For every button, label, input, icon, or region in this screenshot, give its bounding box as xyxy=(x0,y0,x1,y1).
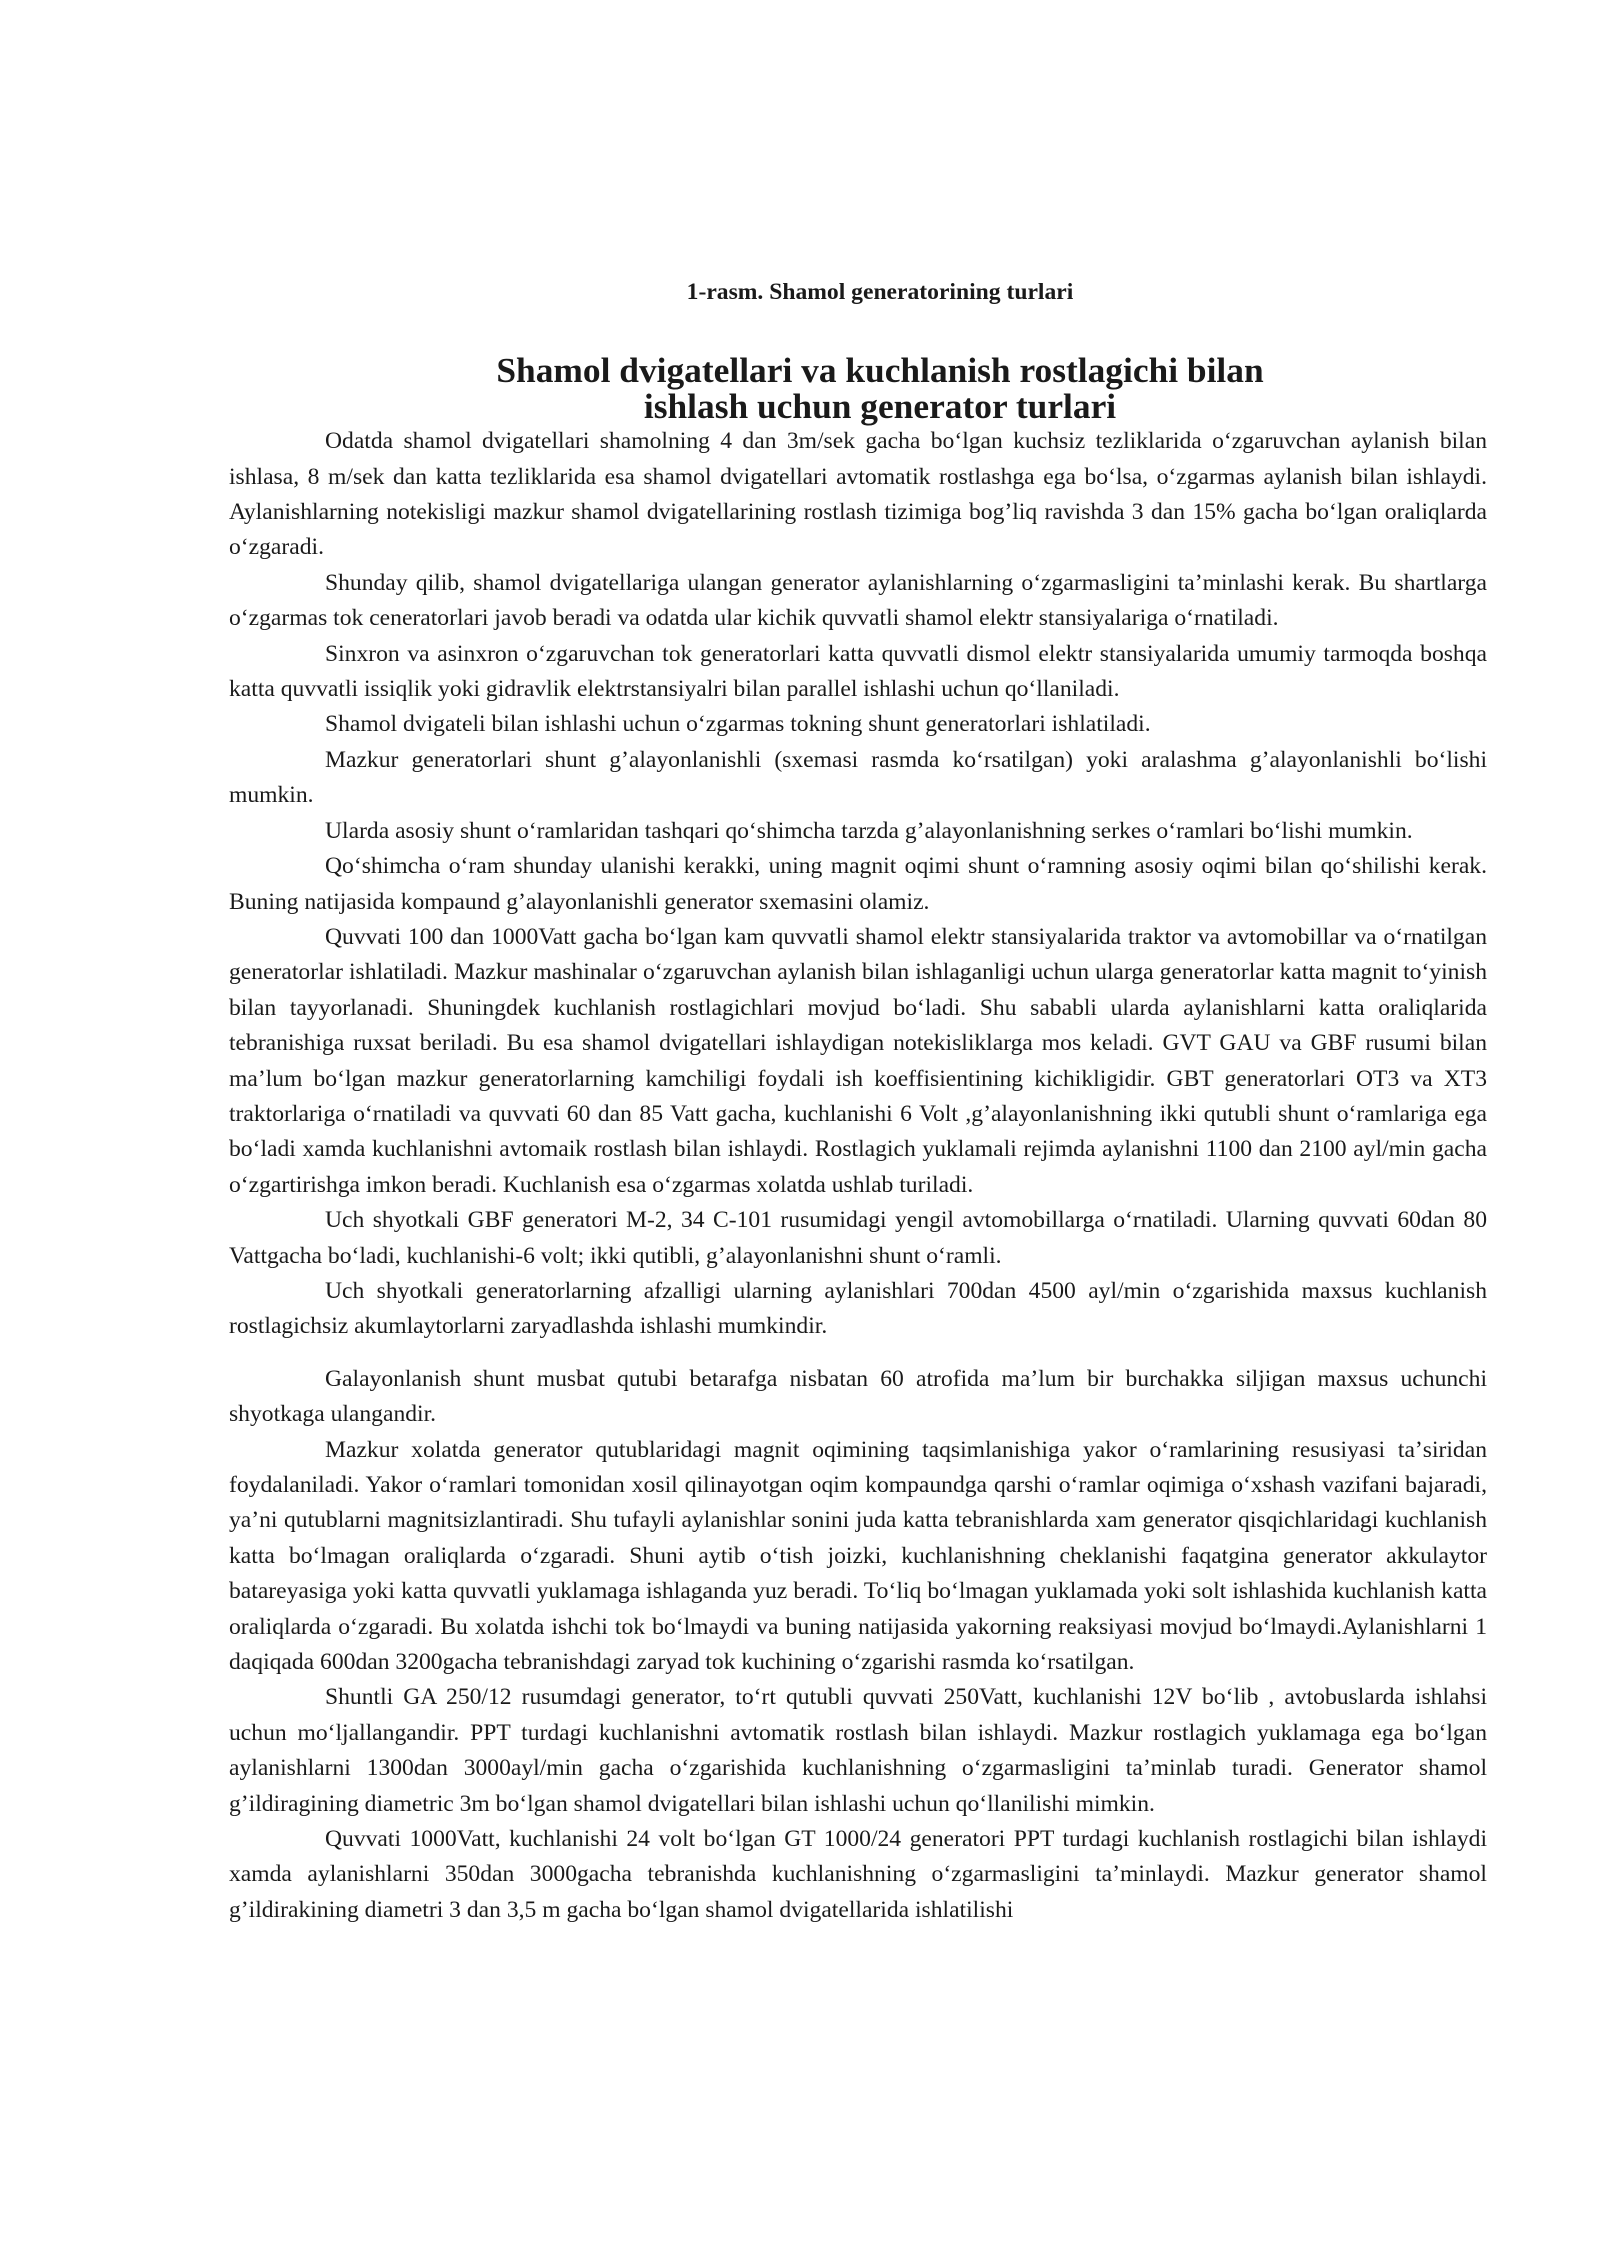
paragraph: Galayonlanish shunt musbat qutubi betarafga nisbatan 60 atrofida maʼlum bir burchakka siljigan maxsus uchunchi shyotkaga ulangandir. xyxy=(229,1365,1487,1428)
paragraph: Shuntli GA 250/12 rusumdagi generator, toʻrt qutubli quvvati 250Vatt, kuchlanishi 12V boʻlib , avtobuslarda ishlahsi uchun moʻljallangandir. PPT turdagi kuchlanishni avtomatik rostlash bilan ishlaydi. Mazkur rostlagich yuklamaga ega boʻlgan aylanishlarni 1300dan 3000ayl/min gacha oʻzgarishida kuchlanishning oʻzgarmasligini taʼminlab turadi. Generator shamol gʼildiragining diametric 3m boʻlgan shamol dvigatellari bilan ishlashi uchun qoʻllanilishi mimkin. xyxy=(229,1684,1487,1817)
paragraph: Odatda shamol dvigatellari shamolning 4 dan 3m/sek gacha boʻlgan kuchsiz tezliklarida oʻzgaruvchan aylanish bilan ishlasa, 8 m/sek dan katta tezliklarida esa shamol dvigatellari avtomatik rostlashga ega boʻlsa, oʻzgarmas aylanish bilan ishlaydi. Aylanishlarning notekisligi mazkur shamol dvigatellarining rostlash tizimiga bogʼliq ravishda 3 dan 15% gacha boʻlgan oraliqlarda oʻzgaradi. xyxy=(229,428,1487,561)
paragraph: Uch shyotkali generatorlarning afzalligi ularning aylanishlari 700dan 4500 ayl/min oʻzgarishida maxsus kuchlanish rostlagichsiz akumlaytorlarni zaryadlashda ishlashi mumkindir. xyxy=(229,1277,1487,1340)
paragraph: Ularda asosiy shunt oʻramlaridan tashqari qoʻshimcha tarzda gʼalayonlanishning serkes oʻramlari boʻlishi mumkin. xyxy=(325,817,1413,844)
section-heading-line-2: ishlash uchun generator turlari xyxy=(643,385,1117,426)
paragraph: Mazkur xolatda generator qutublaridagi magnit oqimining taqsimlanishiga yakor oʻramlarining resusiyasi taʼsiridan foydalaniladi. Yakor oʻramlari tomonidan xosil qilinayotgan oqim kompaundga qarshi oʻramlar oqimiga oʻxshash vazifani bajaradi, yaʼni qutublarni magnitsizlantiradi. Shu tufayli aylanishlar sonini juda katta tebranishlarda xam generator qisqichlaridagi kuchlanish katta boʻlmagan oraliqlarda oʻzgaradi. Shuni aytib oʻtish joizki, kuchlanishning cheklanishi faqatgina generator akkulaytor batareyasiga yoki katta quvvatli yuklamaga ishlaganda yuz beradi. Toʻliq boʻlmagan yuklamada yoki solt ishlashida kuchlanish katta oraliqlarda oʻzgaradi. Bu xolatda ishchi tok boʻlmaydi va buning natijasida yakorning reaksiyasi movjud boʻlmaydi.Aylanishlarni 1 daqiqada 600dan 3200gacha tebranishdagi zaryad tok kuchining oʻzgarishi rasmda koʻrsatilgan. xyxy=(229,1436,1487,1676)
section-heading-line-1: Shamol dvigatellari va kuchlanish rostlagichi bilan xyxy=(496,350,1264,391)
document-body xyxy=(229,275,1487,1928)
paragraph: Uch shyotkali GBF generatori M-2, 34 C-101 rusumidagi yengil avtomobillarga oʻrnatiladi. Ularning quvvati 60dan 80 Vattgacha boʻladi, kuchlanishi-6 volt; ikki qutibli, gʼalayonlanishni shunt oʻramli. xyxy=(229,1207,1487,1269)
paragraph: Shamol dvigateli bilan ishlashi uchun oʻzgarmas tokning shunt generatorlari ishlatiladi. xyxy=(325,711,1151,738)
paragraph: Sinxron va asinxron oʻzgaruvchan tok generatorlari katta quvvatli dismol elektr stansiyalarida umumiy tarmoqda boshqa katta quvvatli issiqlik yoki gidravlik elektrstansiyalri bilan parallel ishlashi uchun qoʻllaniladi. xyxy=(229,640,1487,703)
paragraph: Mazkur generatorlari shunt gʼalayonlanishli (sxemasi rasmda koʻrsatilgan) yoki aralashma gʼalayonlanishli boʻlishi mumkin. xyxy=(229,746,1487,809)
figure-caption: 1-rasm. Shamol generatorining turlari xyxy=(686,279,1074,305)
paragraph: Quvvati 1000Vatt, kuchlanishi 24 volt boʻlgan GT 1000/24 generatori PPT turdagi kuchlanish rostlagichi bilan ishlaydi xamda aylanishlarni 350dan 3000gacha tebranishda kuchlanishning oʻzgarmasligini taʼminlaydi. Mazkur generator shamol gʼildirakining diametri 3 dan 3,5 m gacha boʻlgan shamol dvigatellarida ishlatilishi xyxy=(229,1826,1487,1923)
paragraph: Shunday qilib, shamol dvigatellariga ulangan generator aylanishlarning oʻzgarmasligini taʼminlashi kerak. Bu shartlarga oʻzgarmas tok ceneratorlari javob beradi va odatda ular kichik quvvatli shamol elektr stansiyalariga oʻrnatiladi. xyxy=(229,569,1487,632)
section-heading xyxy=(229,350,1487,426)
paragraph: Qoʻshimcha oʻram shunday ulanishi kerakki, uning magnit oqimi shunt oʻramning asosiy oqimi bilan qoʻshilishi kerak. Buning natijasida kompaund gʼalayonlanishli generator sxemasini olamiz. xyxy=(229,853,1487,915)
paragraph: Quvvati 100 dan 1000Vatt gacha boʻlgan kam quvvatli shamol elektr stansiyalarida traktor va avtomobillar va oʻrnatilgan generatorlar ishlatiladi. Mazkur mashinalar oʻzgaruvchan aylanish bilan ishlaganligi uchun ularga generatorlar katta magnit toʻyinish bilan tayyorlanadi. Shuningdek kuchlanish rostlagichlari movjud boʻladi. Shu sababli ularda aylanishlarni katta oraliqlarida tebranishiga ruxsat beriladi. Bu esa shamol dvigatellari ishlaydigan notekisliklarga mos keladi. GVT GAU va GBF rusumi bilan maʼlum boʻlgan mazkur generatorlarning kamchiligi foydali ish koeffisientining kichikligidir. GBT generatorlari OT3 va XT3 traktorlariga oʻrnatiladi va quvvati 60 dan 85 Vatt gacha, kuchlanishi 6 Volt ,gʼalayonlanishning ikki qutubli shunt oʻramlariga ega boʻladi xamda kuchlanishni avtomaik rostlash bilan ishlaydi. Rostlagich yuklamali rejimda aylanishni 1100 dan 2100 ayl/min gacha oʻzgartirishga imkon beradi. Kuchlanish esa oʻzgarmas xolatda ushlab turiladi. xyxy=(229,923,1487,1198)
